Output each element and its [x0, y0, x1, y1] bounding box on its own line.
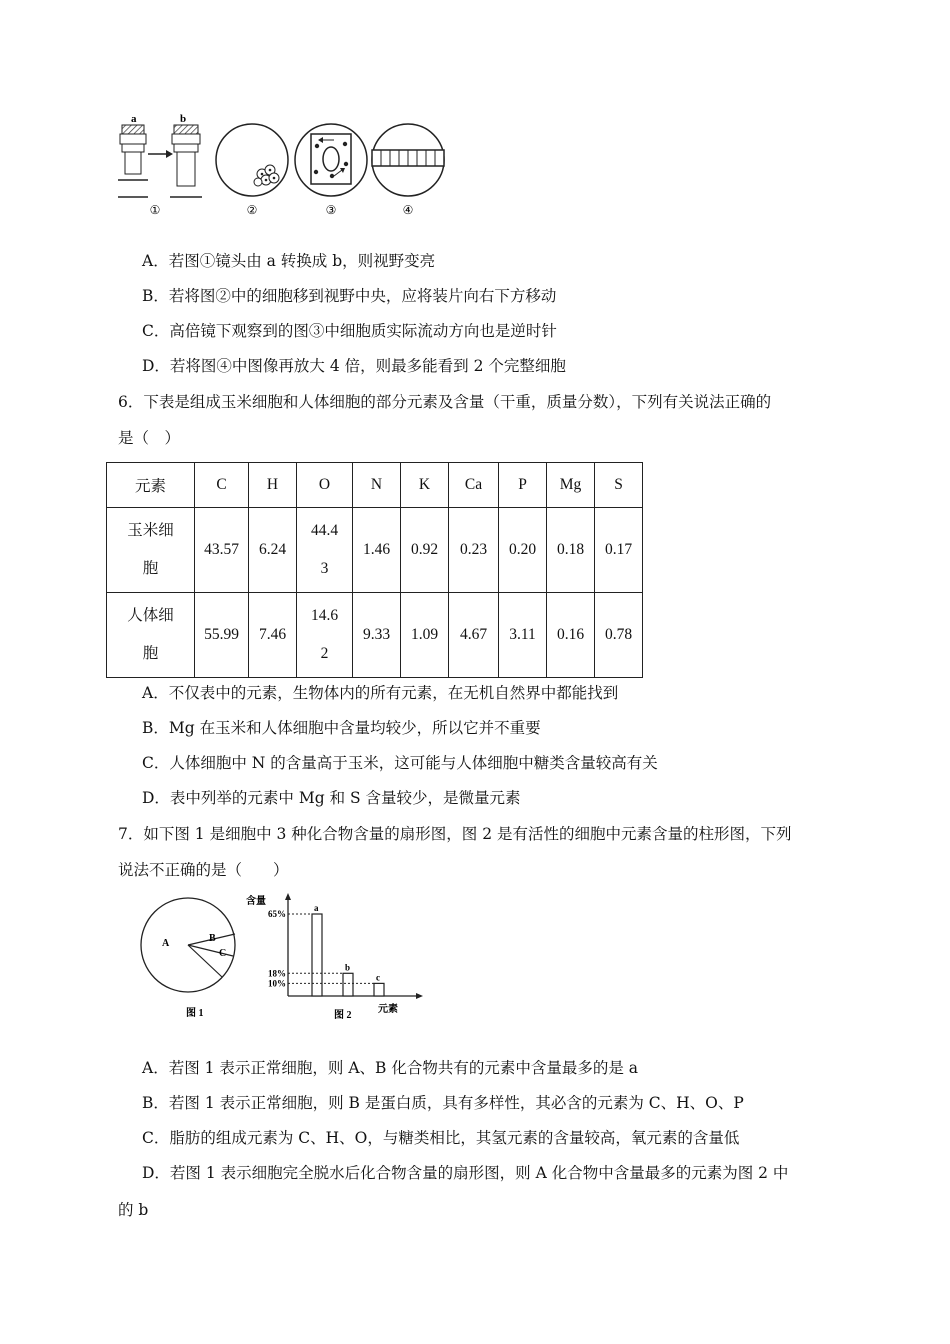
microscope-figure — [110, 112, 450, 220]
q6-stem-line2: 是（ ） — [118, 429, 181, 447]
pie-label-a: A — [162, 938, 170, 949]
pie-label-c: C — [219, 948, 227, 959]
table-cell: 43.57 — [195, 508, 249, 593]
q7-stem-line2: 说法不正确的是（ ） — [118, 861, 289, 879]
bar-label-b: b — [345, 962, 351, 973]
bar-c — [374, 983, 384, 996]
figure-label-2: ② — [246, 203, 258, 217]
table-cell: 0.78 — [595, 593, 643, 678]
q7-option-d-cont: 的 b — [118, 1201, 149, 1219]
chart-title: 图 2 — [334, 1010, 352, 1021]
x-axis-arrow — [416, 993, 423, 999]
table-row-corn — [107, 508, 643, 593]
table-cell — [297, 508, 353, 593]
o-value-part1: 14.6 — [310, 607, 339, 624]
table-cell: 0.17 — [595, 508, 643, 593]
q7-stem-line1: 7．如下图 1 是细胞中 3 种化合物含量的扇形图，图 2 是有活性的细胞中元素含量的柱形图，下列 — [118, 825, 792, 843]
table-cell: 7.46 — [249, 593, 297, 678]
q7-option-b: B．若图 1 表示正常细胞，则 B 是蛋白质，具有多样性，其必含的元素为 C、H、O、P — [142, 1094, 744, 1112]
bar-label-a: a — [314, 903, 319, 913]
o-value-part1: 44.4 — [310, 522, 339, 539]
q5-option-c: C．高倍镜下观察到的图③中细胞质实际流动方向也是逆时针 — [142, 322, 557, 340]
table-cell: 1.09 — [401, 593, 449, 678]
objective-lens-a — [118, 113, 148, 197]
pie-label-b: B — [209, 933, 216, 944]
table-header-cell: 元素 — [107, 463, 195, 508]
table-cell: 0.92 — [401, 508, 449, 593]
q7-option-c: C．脂肪的组成元素为 C、H、O，与糖类相比，其氢元素的含量较高，氧元素的含量低 — [142, 1129, 740, 1147]
q7-option-a: A．若图 1 表示正常细胞，则 A、B 化合物共有的元素中含量最多的是 a — [142, 1059, 639, 1077]
table-cell: 0.16 — [547, 593, 595, 678]
q6-option-a: A．不仅表中的元素，生物体内的所有元素，在无机自然界中都能找到 — [142, 684, 619, 702]
y-axis-arrow — [285, 893, 291, 900]
row-label-line2: 胞 — [142, 645, 159, 662]
table-header-cell: Mg — [547, 463, 595, 508]
q6-option-c: C．人体细胞中 N 的含量高于玉米，这可能与人体细胞中糖类含量较高有关 — [142, 754, 658, 772]
bar-chart-figure-2 — [246, 890, 430, 1026]
q5-option-a: A．若图①镜头由 a 转换成 b，则视野变亮 — [142, 252, 436, 270]
lens-label-b: b — [180, 113, 187, 125]
chart-ylabel: 含量 — [246, 896, 266, 907]
table-cell: 3.11 — [499, 593, 547, 678]
table-header-cell: S — [595, 463, 643, 508]
y-tick-label: 65% — [268, 909, 286, 919]
row-label-line2: 胞 — [142, 560, 159, 577]
y-tick-label: 10% — [268, 978, 286, 989]
table-header-cell: N — [353, 463, 401, 508]
table-header-cell: C — [195, 463, 249, 508]
element-content-table — [106, 462, 643, 678]
table-header-cell: H — [249, 463, 297, 508]
figure-label-3: ③ — [325, 203, 337, 217]
bar-label-c: c — [376, 972, 380, 983]
table-cell: 1.46 — [353, 508, 401, 593]
o-value-part2: 3 — [320, 560, 329, 577]
field-of-view-3 — [295, 124, 367, 196]
table-cell: 6.24 — [249, 508, 297, 593]
pie-caption: 图 1 — [186, 1008, 204, 1019]
table-row-human — [107, 593, 643, 678]
row-label-line1: 玉米细 — [127, 522, 174, 539]
q7-option-d: D．若图 1 表示细胞完全脱水后化合物含量的扇形图，则 A 化合物中含量最多的元素为图 2 中 — [142, 1164, 789, 1182]
figure-label-4: ④ — [402, 203, 414, 217]
row-label-cell — [107, 508, 195, 593]
table-header-row — [107, 463, 643, 508]
q6-option-d: D．表中列举的元素中 Mg 和 S 含量较少，是微量元素 — [142, 789, 521, 807]
chart-xlabel: 元素 — [378, 1004, 398, 1015]
table-cell: 0.18 — [547, 508, 595, 593]
table-cell: 4.67 — [449, 593, 499, 678]
q6-stem-line1: 6．下表是组成玉米细胞和人体细胞的部分元素及含量（干重，质量分数），下列有关说法正确的 — [118, 393, 772, 411]
objective-lens-b — [170, 113, 202, 197]
table-header-cell: P — [499, 463, 547, 508]
figure-label-1: ① — [149, 203, 161, 217]
row-label-cell — [107, 593, 195, 678]
lens-label-a: a — [131, 113, 137, 125]
bar-b — [343, 973, 353, 996]
row-label-line1: 人体细 — [127, 607, 174, 624]
q5-option-d: D．若将图④中图像再放大 4 倍，则最多能看到 2 个完整细胞 — [142, 357, 566, 375]
table-cell: 55.99 — [195, 593, 249, 678]
q5-option-b: B．若将图②中的细胞移到视野中央，应将装片向右下方移动 — [142, 287, 557, 305]
y-tick-label: 18% — [268, 968, 286, 979]
table-cell: 0.23 — [449, 508, 499, 593]
table-cell — [297, 593, 353, 678]
field-of-view-4 — [372, 124, 444, 196]
table-header-cell: Ca — [449, 463, 499, 508]
pie-figure-1 — [138, 896, 248, 1026]
table-header-cell: K — [401, 463, 449, 508]
table-cell: 9.33 — [353, 593, 401, 678]
field-of-view-2 — [216, 124, 288, 196]
o-value-part2: 2 — [320, 645, 329, 662]
table-cell: 0.20 — [499, 508, 547, 593]
q6-option-b: B．Mg 在玉米和人体细胞中含量均较少，所以它并不重要 — [142, 719, 541, 737]
table-header-cell: O — [297, 463, 353, 508]
